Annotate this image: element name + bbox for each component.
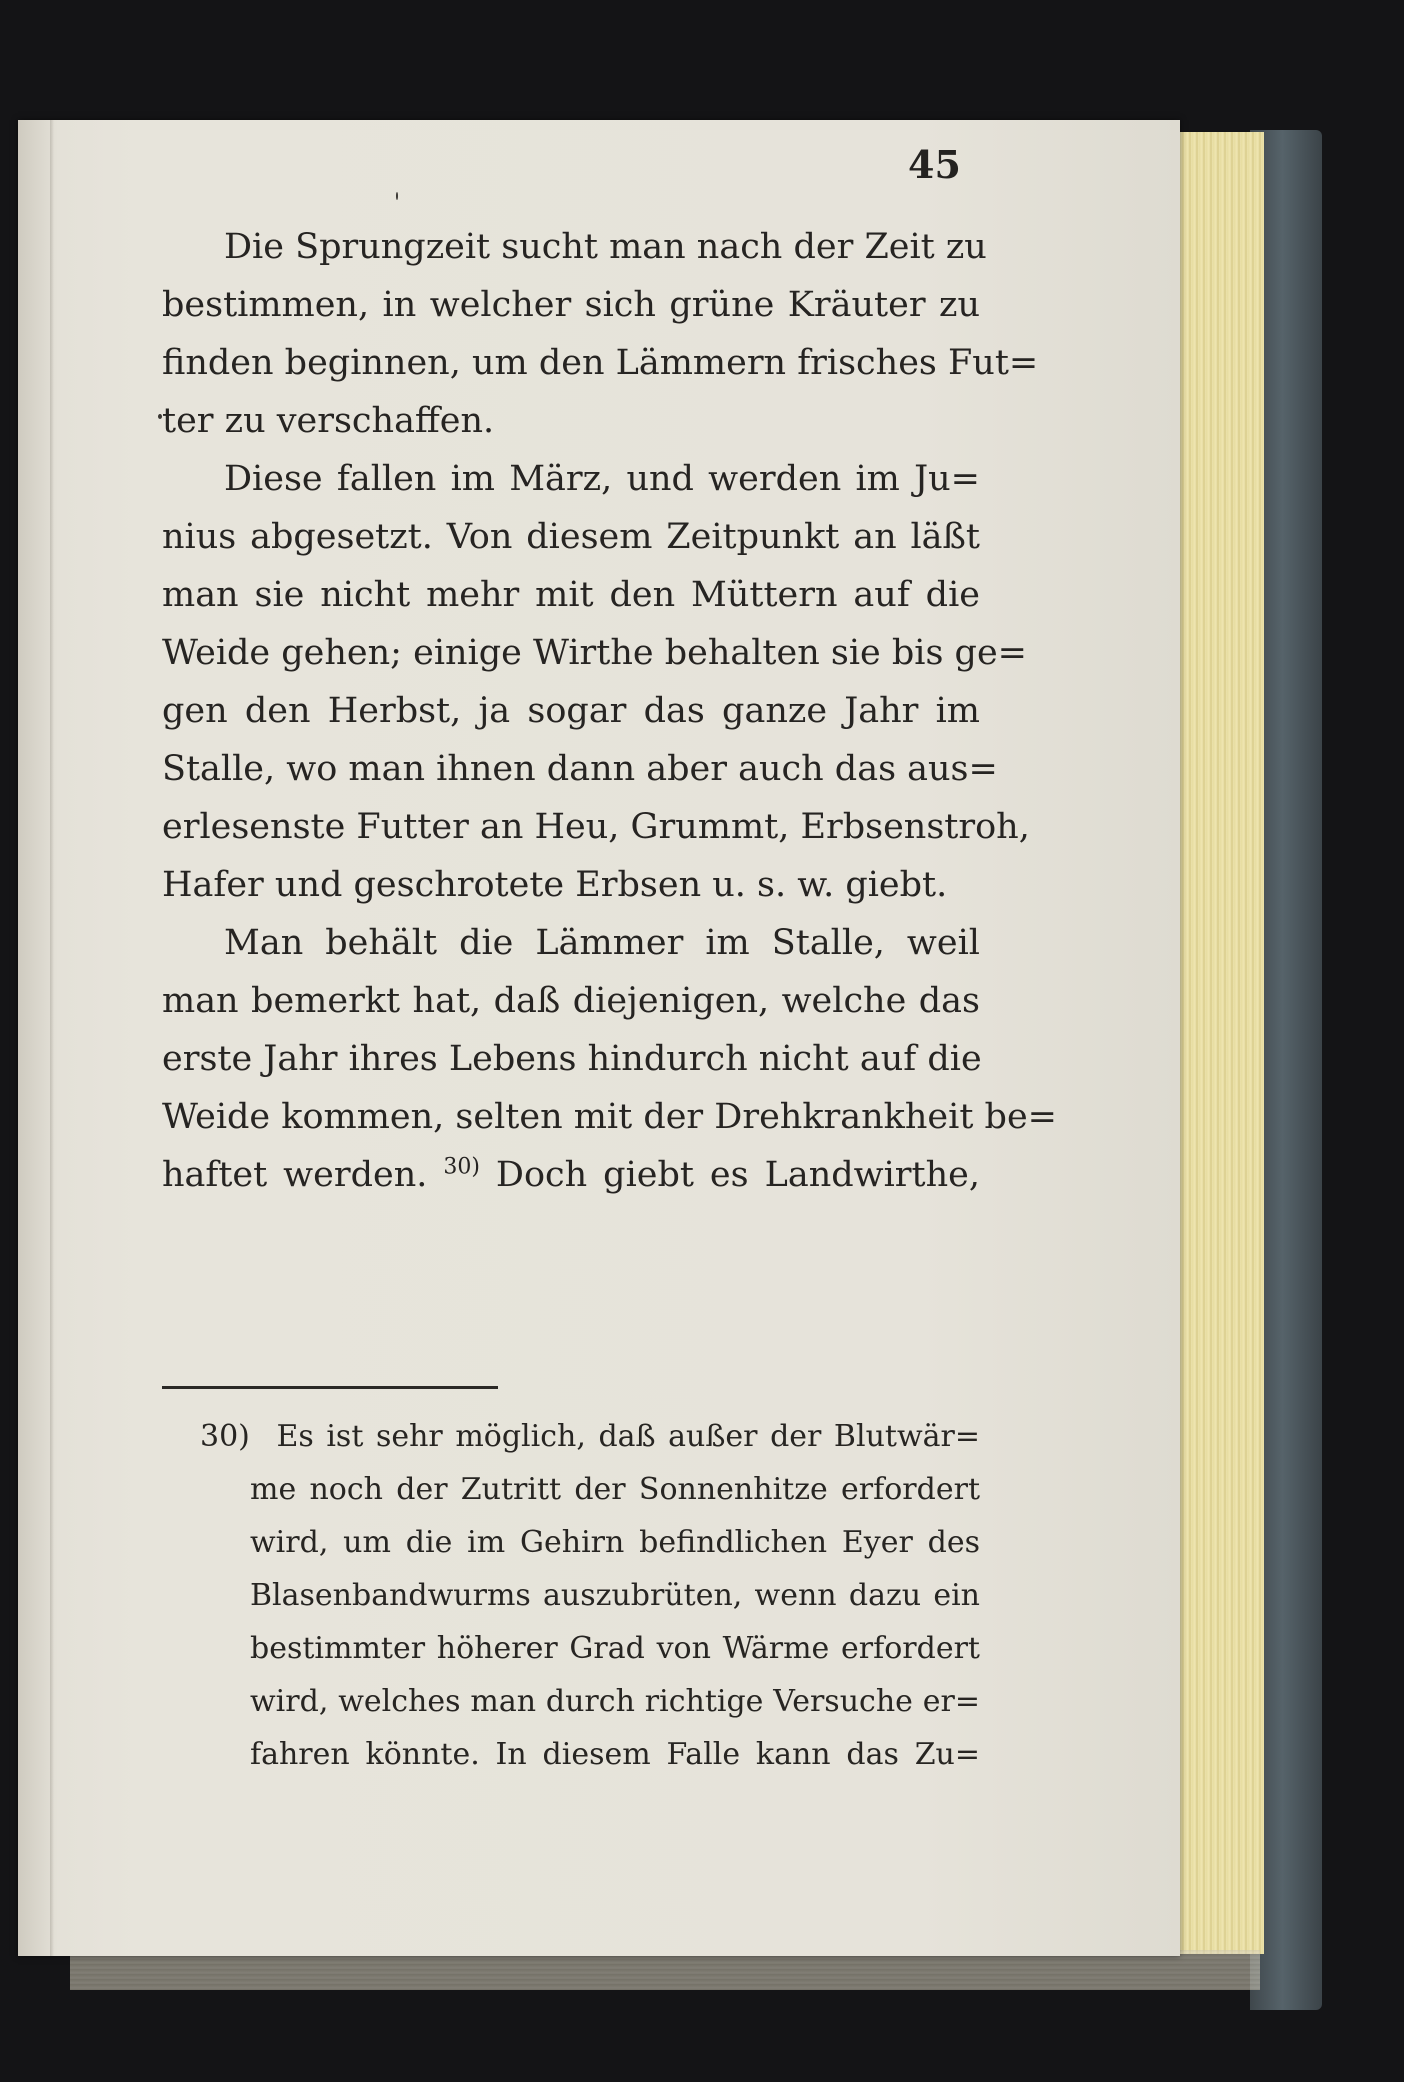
- body-line: Diese fallen im März, und werden im Ju=: [224, 459, 980, 499]
- body-line: Die Sprungzeit sucht man nach der Zeit zu: [224, 227, 987, 267]
- paper-speck: [396, 192, 398, 200]
- body-line: nius abgesetzt. Von diesem Zeitpunkt an läßt: [162, 517, 980, 557]
- footnote-line: wird, welches man durch richtige Versuche er=: [250, 1684, 980, 1719]
- body-line: erlesenste Futter an Heu, Grummt, Erbsenstroh,: [162, 807, 1030, 847]
- footnote-number: 30): [200, 1419, 250, 1454]
- footnote-line: [200, 1410, 980, 1463]
- body-line: Stalle, wo man ihnen dann aber auch das aus=: [162, 749, 998, 789]
- page-gutter: [50, 120, 54, 1956]
- body-line: Man behält die Lämmer im Stalle, weil: [224, 923, 980, 963]
- body-line: bestimmen, in welcher sich grüne Kräuter zu: [162, 285, 980, 325]
- body-line: erste Jahr ihres Lebens hindurch nicht auf die: [162, 1039, 982, 1079]
- body-line: finden beginnen, um den Lämmern frisches Fut=: [162, 343, 1039, 383]
- body-line-with-footnote-ref: [162, 1146, 980, 1204]
- page-block-bottom: [70, 1950, 1260, 1990]
- footnote-line: me noch der Zutritt der Sonnenhitze erfordert: [250, 1472, 980, 1507]
- footnote-line: fahren könnte. In diesem Falle kann das Zu=: [250, 1737, 980, 1772]
- body-line-start: haftet werden.: [162, 1155, 428, 1195]
- page-block-edge: [1178, 132, 1264, 1954]
- body-line: man sie nicht mehr mit den Müttern auf die: [162, 575, 980, 615]
- body-line: Weide gehen; einige Wirthe behalten sie bis ge=: [162, 633, 1028, 673]
- body-line: Weide kommen, selten mit der Drehkrankheit be=: [162, 1097, 1057, 1137]
- footnote-line: wird, um die im Gehirn befindlichen Eyer des: [250, 1525, 980, 1560]
- body-line: gen den Herbst, ja sogar das ganze Jahr im: [162, 691, 980, 731]
- footnote-line: Blasenbandwurms auszubrüten, wenn dazu ein: [250, 1578, 980, 1613]
- body-line: Hafer und geschrotete Erbsen u. s. w. giebt.: [162, 865, 948, 905]
- footnote-line: bestimmter höherer Grad von Wärme erfordert: [250, 1631, 980, 1666]
- body-line: ter zu verschaffen.: [162, 401, 495, 441]
- footnote-reference[interactable]: 30): [443, 1154, 480, 1180]
- footnote-line-text: Es ist sehr möglich, daß außer der Blutwär=: [276, 1419, 980, 1454]
- footnote: [200, 1410, 980, 1781]
- body-line: man bemerkt hat, daß diejenigen, welche das: [162, 981, 980, 1021]
- body-line-end: Doch giebt es Landwirthe,: [495, 1155, 980, 1195]
- footnote-separator: [162, 1386, 498, 1389]
- page-number: 45: [908, 142, 961, 187]
- body-text: [162, 218, 1057, 1204]
